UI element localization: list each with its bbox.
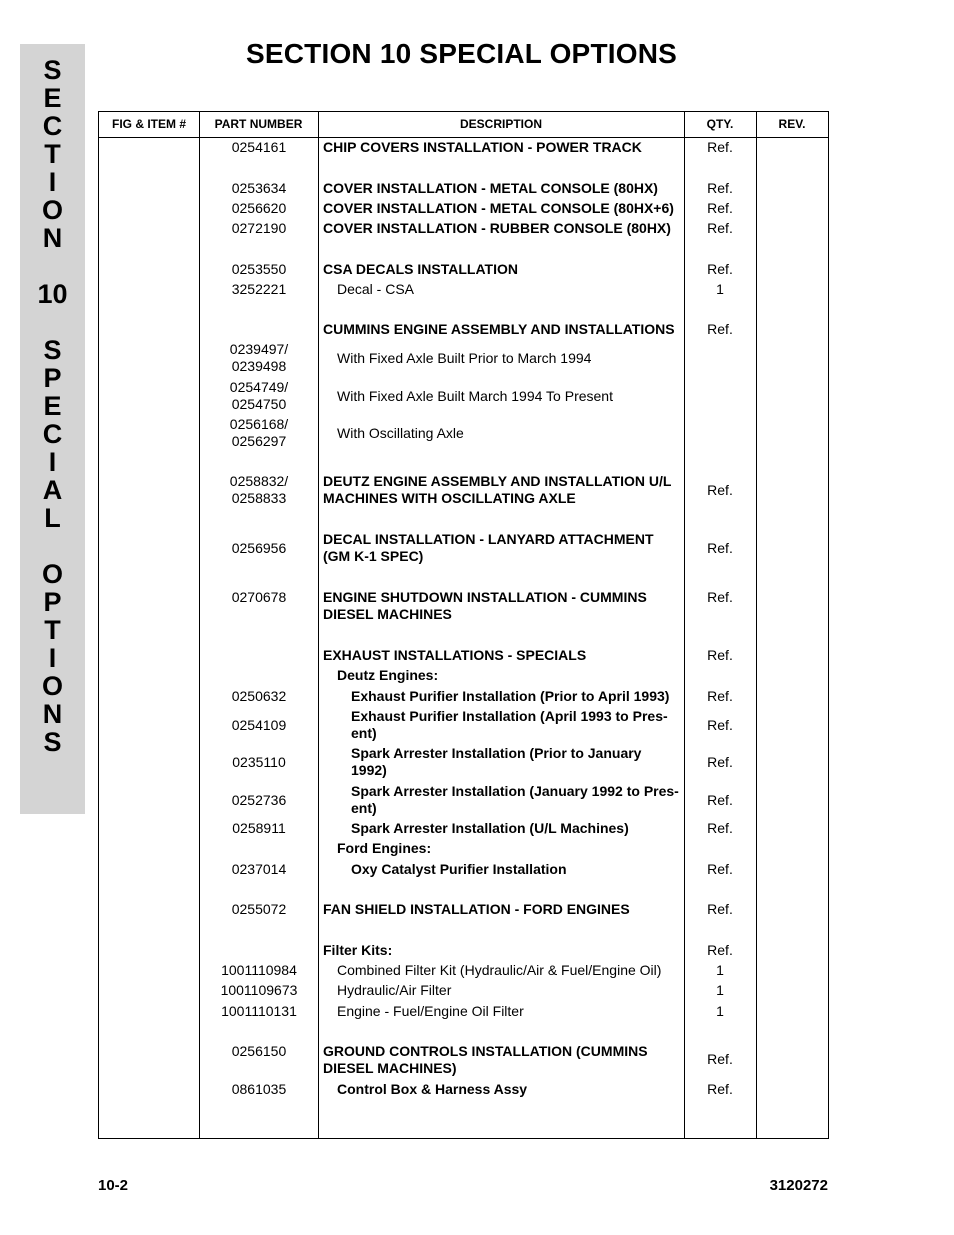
header-rev: REV. [778, 117, 806, 131]
description-cell: CHIP COVERS INSTALLATION - POWER TRACK [323, 139, 642, 155]
description-cell: Decal - CSA [337, 281, 415, 297]
part-number-cell: 0237014 [231, 861, 287, 877]
side-tab-letter: A [42, 475, 63, 505]
side-tab-letter: I [48, 167, 57, 197]
qty-cell: Ref. [707, 942, 733, 958]
part-number-cell: 0235110 [232, 753, 286, 770]
qty-cell: Ref. [707, 200, 733, 216]
qty-cell: Ref. [707, 820, 733, 836]
part-number-cell: 0254749/ 0254750 [229, 379, 289, 412]
qty-cell: Ref. [707, 753, 733, 770]
qty-cell: Ref. [707, 901, 733, 917]
side-tab-letter: I [48, 643, 57, 673]
side-tab-letter: T [44, 615, 61, 645]
header-part-number: PART NUMBER [214, 117, 303, 131]
description-cell: COVER INSTALLATION - METAL CONSOLE (80HX) [323, 180, 658, 196]
description-cell: Spark Arrester Installation (U/L Machines) [351, 820, 629, 836]
side-tab-letter: I [48, 447, 57, 477]
qty-cell: Ref. [707, 589, 733, 605]
page-title: SECTION 10 SPECIAL OPTIONS [246, 38, 677, 69]
side-tab-letter: O [41, 195, 63, 225]
description-cell: DECAL INSTALLATION - LANYARD ATTACHMENT (GM K-1 SPEC) [323, 531, 654, 564]
description-cell: Control Box & Harness Assy [337, 1081, 528, 1097]
side-tab-letter: L [44, 503, 61, 533]
side-tab-letter: C [42, 111, 63, 141]
qty-cell: Ref. [707, 791, 733, 808]
side-tab-letter: S [43, 727, 62, 757]
header-divider [99, 137, 828, 138]
qty-cell: Ref. [707, 481, 733, 498]
part-number-cell: 0254161 [231, 139, 287, 155]
description-cell: With Oscillating Axle [337, 424, 464, 441]
qty-cell: Ref. [707, 1051, 733, 1067]
side-tab-letter: S [43, 335, 62, 365]
qty-cell: Ref. [707, 539, 733, 556]
side-tab-letter [20, 532, 85, 560]
part-number-cell: 0254109 [231, 716, 287, 733]
side-tab-letters [20, 56, 85, 756]
part-number-cell: 1001110131 [221, 1003, 297, 1019]
header-fig-item: FIG & ITEM # [111, 117, 186, 131]
section-side-tab [20, 44, 85, 814]
part-number-cell: 3252221 [231, 281, 287, 297]
part-number-cell: 0250632 [231, 688, 287, 704]
side-tab-letter: N [42, 699, 63, 729]
side-tab-letter: 10 [37, 279, 68, 309]
qty-cell: 1 [716, 982, 724, 998]
side-tab-letter: C [42, 419, 63, 449]
side-tab-letter: P [43, 587, 62, 617]
description-cell: Spark Arrester Installation (Prior to January 1992) [351, 745, 642, 778]
part-number-cell: 0256168/ 0256297 [229, 416, 289, 449]
part-number-cell: 0861035 [231, 1081, 287, 1097]
qty-cell: Ref. [707, 1081, 733, 1097]
description-cell: EXHAUST INSTALLATIONS - SPECIALS [323, 647, 587, 663]
part-number-cell: 0272190 [231, 220, 287, 236]
description-cell: COVER INSTALLATION - METAL CONSOLE (80HX+6) [323, 200, 674, 216]
qty-cell: Ref. [707, 220, 733, 236]
column-divider [318, 112, 319, 1138]
description-cell: COVER INSTALLATION - RUBBER CONSOLE (80HX) [323, 220, 671, 236]
description-cell: ENGINE SHUTDOWN INSTALLATION - CUMMINS DIESEL MACHINES [323, 589, 647, 622]
side-tab-letter: O [41, 671, 63, 701]
document-number: 3120272 [769, 1177, 828, 1194]
qty-cell: Ref. [707, 861, 733, 877]
part-number-cell: 0256150 [231, 1043, 287, 1059]
side-tab-letter: P [43, 363, 62, 393]
description-cell: Spark Arrester Installation (January 1992 to Pres- ent) [351, 783, 679, 816]
description-cell: Hydraulic/Air Filter [337, 982, 452, 998]
part-number-cell: 0252736 [231, 791, 287, 808]
side-tab-letter [20, 252, 85, 280]
qty-cell: Ref. [707, 716, 733, 733]
side-tab-letter: E [43, 83, 62, 113]
description-cell: Ford Engines: [337, 840, 432, 856]
description-cell: CUMMINS ENGINE ASSEMBLY AND INSTALLATIONS [323, 321, 675, 337]
qty-cell: Ref. [707, 139, 733, 155]
part-number-cell: 0256620 [231, 200, 287, 216]
qty-cell: Ref. [707, 180, 733, 196]
side-tab-letter: S [43, 55, 62, 85]
qty-cell: Ref. [707, 261, 733, 277]
part-number-cell: 0258911 [232, 820, 286, 836]
part-number-cell: 0239497/ 0239498 [229, 341, 289, 374]
column-divider [756, 112, 757, 1138]
part-number-cell: 0258832/ 0258833 [229, 473, 289, 506]
description-cell: Oxy Catalyst Purifier Installation [351, 861, 567, 877]
header-qty: QTY. [706, 117, 734, 131]
description-cell: CSA DECALS INSTALLATION [323, 261, 518, 277]
qty-cell: 1 [716, 281, 724, 297]
side-tab-letter: E [43, 391, 62, 421]
side-tab-letter: O [41, 559, 63, 589]
description-cell: Filter Kits: [323, 942, 393, 958]
description-cell: Deutz Engines: [337, 667, 439, 683]
description-cell: Engine - Fuel/Engine Oil Filter [337, 1003, 524, 1019]
qty-cell: Ref. [707, 321, 733, 337]
part-number-cell: 0255072 [231, 901, 287, 917]
part-number-cell: 1001109673 [220, 982, 298, 998]
qty-cell: 1 [716, 962, 724, 978]
side-tab-letter: T [44, 139, 61, 169]
description-cell: DEUTZ ENGINE ASSEMBLY AND INSTALLATION U/L MACHINES WITH OSCILLATING AXLE [323, 473, 672, 506]
description-cell: FAN SHIELD INSTALLATION - FORD ENGINES [323, 901, 630, 917]
parts-table [98, 111, 829, 1139]
description-cell: Exhaust Purifier Installation (April 1993 to Pres- ent) [351, 708, 668, 741]
part-number-cell: 0270678 [231, 589, 287, 605]
part-number-cell: 0253550 [231, 261, 287, 277]
qty-cell: Ref. [707, 647, 733, 663]
page-number: 10-2 [98, 1177, 129, 1194]
description-cell: With Fixed Axle Built March 1994 To Present [337, 387, 613, 404]
description-cell: Exhaust Purifier Installation (Prior to April 1993) [351, 688, 670, 704]
description-cell: With Fixed Axle Built Prior to March 1994 [337, 349, 592, 366]
part-number-cell: 1001110984 [221, 962, 297, 978]
side-tab-letter: N [42, 223, 63, 253]
part-number-cell: 0256956 [231, 539, 287, 556]
description-cell: Combined Filter Kit (Hydraulic/Air & Fuel/Engine Oil) [337, 962, 662, 978]
side-tab-letter [20, 308, 85, 336]
part-number-cell: 0253634 [231, 180, 287, 196]
description-cell: GROUND CONTROLS INSTALLATION (CUMMINS DIESEL MACHINES) [323, 1043, 648, 1076]
qty-cell: Ref. [707, 688, 733, 704]
qty-cell: 1 [716, 1003, 724, 1019]
header-description: DESCRIPTION [459, 117, 542, 131]
